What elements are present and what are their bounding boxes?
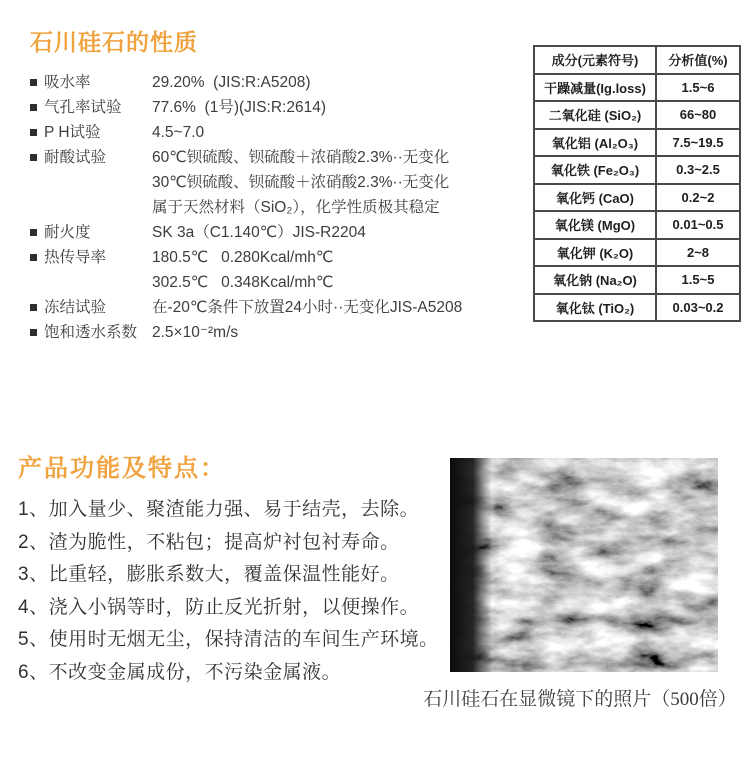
spec-row [30, 145, 510, 170]
value-cell: 0.2~2 [656, 184, 740, 212]
spec-label: 耐酸试验 [44, 149, 107, 166]
component-cell: 氧化铝 (Al₂O₃) [534, 129, 656, 157]
table-row [534, 211, 740, 239]
spec-row [30, 120, 510, 145]
spec-label: 热传导率 [44, 249, 107, 266]
component-cell: 氧化钠 (Na₂O) [534, 266, 656, 294]
feature-item: 2、渣为脆性，不粘包；提高炉衬包衬寿命。 [18, 531, 400, 553]
features-list [18, 494, 448, 689]
bullet-icon [30, 254, 37, 261]
table-header-row [534, 46, 740, 74]
feature-item: 4、浇入小锅等时，防止反光折射，以便操作。 [18, 596, 420, 618]
component-cell: 氧化钛 (TiO₂) [534, 294, 656, 322]
spec-value: 在-20℃条件下放置24小时··无变化JIS-A5208 [152, 299, 463, 316]
value-cell: 0.01~0.5 [656, 211, 740, 239]
table-row [534, 74, 740, 102]
spec-value: 29.20% (JIS:R:A5208) [152, 74, 311, 91]
image-caption: 石川硅石在显微镜下的照片（500倍） [423, 689, 737, 710]
value-cell: 7.5~19.5 [656, 129, 740, 157]
section-title-properties: 石川硅石的性质 [30, 29, 198, 55]
value-cell: 2~8 [656, 239, 740, 267]
component-cell: 氧化铁 (Fe₂O₃) [534, 156, 656, 184]
spec-row-continuation [30, 195, 510, 220]
section-title-features: 产品功能及特点： [18, 455, 226, 482]
table-row [534, 129, 740, 157]
micrograph-image [450, 458, 718, 672]
spec-value: 77.6% (1号)(JIS:R:2614) [152, 99, 327, 116]
spec-row-continuation [30, 270, 510, 295]
spec-label: P H试验 [44, 124, 101, 141]
spec-value: 4.5~7.0 [152, 124, 205, 141]
feature-item: 3、比重轻，膨胀系数大，覆盖保温性能好。 [18, 564, 400, 585]
bullet-icon [30, 229, 37, 236]
spec-label: 吸水率 [44, 74, 91, 91]
table-header-component: 成分(元素符号) [534, 46, 656, 74]
spec-value: 30℃钡硫酸、钡硫酸＋浓硝酸2.3%··无变化 [152, 174, 450, 191]
value-cell: 0.03~0.2 [656, 294, 740, 322]
spec-list [30, 70, 510, 345]
spec-row [30, 95, 510, 120]
component-cell: 氧化钙 (CaO) [534, 184, 656, 212]
bullet-icon [30, 129, 37, 136]
spec-row-continuation [30, 170, 510, 195]
spec-label: 气孔率试验 [44, 99, 122, 116]
bullet-icon [30, 79, 37, 86]
bullet-icon [30, 104, 37, 111]
bullet-icon [30, 304, 37, 311]
spec-label: 冻结试验 [44, 299, 107, 316]
spec-value: 属于天然材料（SiO₂），化学性质极其稳定 [152, 199, 440, 216]
component-cell: 氧化钾 (K₂O) [534, 239, 656, 267]
value-cell: 66~80 [656, 101, 740, 129]
bullet-icon [30, 154, 37, 161]
spec-value: 60℃钡硫酸、钡硫酸＋浓硝酸2.3%··无变化 [152, 149, 450, 166]
value-cell: 0.3~2.5 [656, 156, 740, 184]
feature-item: 6、不改变金属成份，不污染金属液。 [18, 661, 342, 683]
table-row [534, 239, 740, 267]
spec-value: 302.5℃ 0.348Kcal/mh℃ [152, 274, 334, 291]
spec-value: SK 3a（C1.140℃）JIS-R2204 [152, 224, 366, 241]
spec-label: 饱和透水系数 [44, 324, 138, 341]
component-cell: 干躁减量(Ig.loss) [534, 74, 656, 102]
spec-row [30, 245, 510, 270]
spec-value: 180.5℃ 0.280Kcal/mh℃ [152, 249, 334, 266]
spec-value: 2.5×10⁻²m/s [152, 324, 239, 341]
table-header-value: 分析值(%) [656, 46, 740, 74]
spec-row [30, 70, 510, 95]
spec-row [30, 220, 510, 245]
spec-row [30, 320, 510, 345]
table-row [534, 266, 740, 294]
table-row [534, 101, 740, 129]
feature-item: 5、使用时无烟无尘，保持清洁的车间生产环境。 [18, 629, 439, 650]
table-row [534, 156, 740, 184]
spec-label: 耐火度 [44, 224, 91, 241]
table-row [534, 294, 740, 322]
value-cell: 1.5~5 [656, 266, 740, 294]
bullet-icon [30, 329, 37, 336]
component-cell: 二氧化硅 (SiO₂) [534, 101, 656, 129]
composition-table [533, 45, 741, 322]
table-row [534, 184, 740, 212]
feature-item: 1、加入量少、聚渣能力强、易于结壳，去除。 [18, 499, 420, 520]
component-cell: 氧化镁 (MgO) [534, 211, 656, 239]
spec-row [30, 295, 510, 320]
value-cell: 1.5~6 [656, 74, 740, 102]
